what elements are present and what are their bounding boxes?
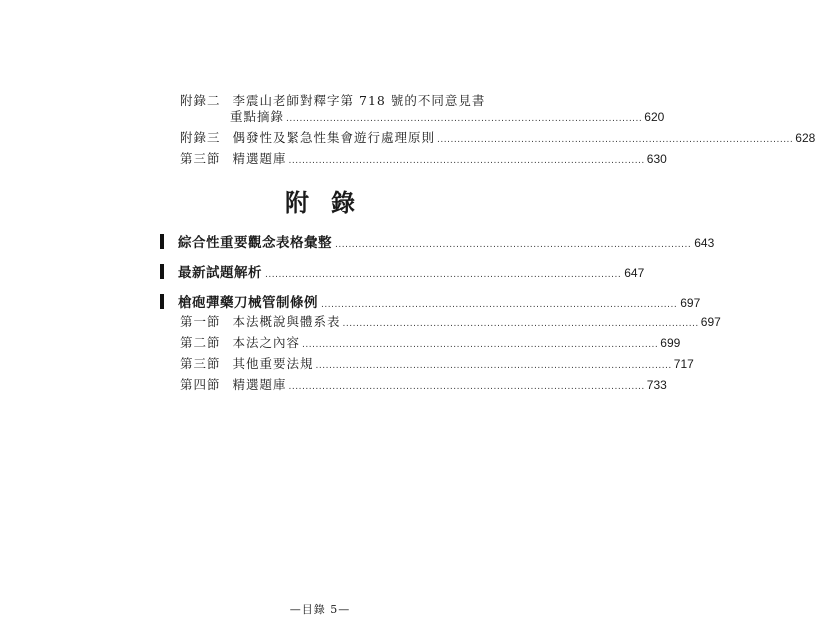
entry-label: 附錄二 bbox=[180, 93, 221, 108]
toc-chapter-concepts bbox=[160, 231, 715, 251]
toc-section-2 bbox=[180, 335, 681, 353]
entry-page: 733 bbox=[646, 378, 667, 392]
leader-dots: .......................................................................................................... bbox=[437, 135, 794, 145]
appendix-heading: 附錄 bbox=[285, 189, 377, 217]
toc-entry-appendix-2 bbox=[180, 93, 492, 109]
entry-title: 重點摘錄 bbox=[230, 109, 285, 124]
entry-title: 其他重要法規 bbox=[232, 356, 314, 371]
chapter-title: 最新試題解析 bbox=[178, 265, 262, 281]
entry-label: 第四節 bbox=[180, 377, 221, 392]
toc-chapter-exams bbox=[160, 261, 645, 281]
entry-page: 620 bbox=[644, 110, 665, 124]
leader-dots: .......................................................................................................... bbox=[288, 382, 645, 392]
entry-label: 附錄三 bbox=[180, 130, 221, 145]
entry-title: 精選題庫 bbox=[232, 377, 287, 392]
leader-dots: .......................................................................................................... bbox=[335, 240, 692, 250]
entry-page: 630 bbox=[646, 152, 667, 166]
entry-page: 717 bbox=[673, 357, 694, 371]
chapter-page: 697 bbox=[680, 296, 701, 310]
toc-chapter-firearms bbox=[160, 291, 701, 311]
leader-dots: .......................................................................................................... bbox=[302, 340, 659, 350]
entry-label: 第三節 bbox=[180, 151, 221, 166]
toc-section-3 bbox=[180, 356, 694, 374]
entry-title: 本法概說與體系表 bbox=[232, 314, 341, 329]
chapter-marker bbox=[160, 264, 164, 279]
entry-label: 第三節 bbox=[180, 356, 221, 371]
entry-title: 本法之內容 bbox=[232, 335, 301, 350]
chapter-marker bbox=[160, 294, 164, 309]
toc-section-4 bbox=[180, 377, 667, 395]
entry-title: 精選題庫 bbox=[232, 151, 287, 166]
entry-page: 699 bbox=[660, 336, 681, 350]
entry-page: 628 bbox=[795, 131, 815, 145]
toc-entry-section-3 bbox=[180, 151, 667, 169]
leader-dots: .......................................................................................................... bbox=[342, 319, 699, 329]
leader-dots: .......................................................................................................... bbox=[315, 361, 672, 371]
entry-title: 偶發性及緊急性集會遊行處理原則 bbox=[232, 130, 436, 145]
leader-dots: .......................................................................................................... bbox=[286, 114, 643, 124]
chapter-title: 綜合性重要觀念表格彙整 bbox=[178, 235, 332, 251]
chapter-title: 槍砲彈藥刀械管制條例 bbox=[178, 295, 318, 311]
entry-title: 李震山老師對釋字第 718 號的不同意見書 bbox=[232, 93, 486, 108]
page-footer: —目錄 5— bbox=[289, 603, 351, 616]
chapter-page: 647 bbox=[624, 266, 645, 280]
leader-dots: .......................................................................................................... bbox=[265, 270, 622, 280]
leader-dots: .......................................................................................................... bbox=[288, 156, 645, 166]
toc-section-1 bbox=[180, 314, 721, 332]
chapter-page: 643 bbox=[694, 236, 715, 250]
leader-dots: .......................................................................................................... bbox=[321, 300, 678, 310]
entry-label: 第二節 bbox=[180, 335, 221, 350]
chapter-marker bbox=[160, 234, 164, 249]
entry-page: 697 bbox=[700, 315, 721, 329]
toc-entry-appendix-2-cont bbox=[230, 109, 665, 127]
entry-label: 第一節 bbox=[180, 314, 221, 329]
toc-entry-appendix-3 bbox=[180, 130, 815, 148]
